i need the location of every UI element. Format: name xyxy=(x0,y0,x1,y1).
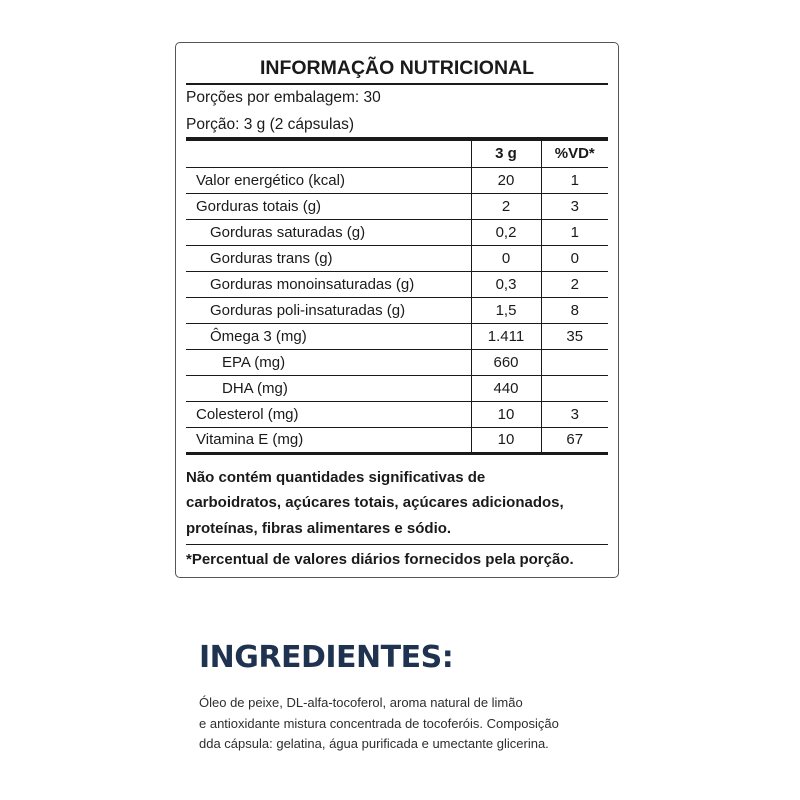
nutrient-amount: 1,5 xyxy=(471,297,541,323)
nutrient-amount: 20 xyxy=(471,167,541,193)
ingredients-line: e antioxidante mistura concentrada de tocoferóis. Composição xyxy=(199,715,559,731)
header-amount: 3 g xyxy=(471,141,541,167)
nutrient-dv: 3 xyxy=(541,193,608,219)
note-line: proteínas, fibras alimentares e sódio. xyxy=(186,519,452,537)
nutrient-name: Colesterol (mg) xyxy=(186,401,471,427)
dv-footnote: *Percentual de valores diários fornecidos pela porção. xyxy=(186,550,574,568)
nutrient-dv: 1 xyxy=(541,219,608,245)
ingredients-text xyxy=(199,693,619,755)
table-row xyxy=(186,167,608,193)
nutrient-amount: 0 xyxy=(471,245,541,271)
nutrient-amount: 10 xyxy=(471,427,541,453)
ingredients-line: dda cápsula: gelatina, água purificada e umectante glicerina. xyxy=(199,736,549,751)
header-nutrient xyxy=(186,141,471,167)
nutrient-name: Gorduras saturadas (g) xyxy=(186,219,471,245)
table-header-row xyxy=(186,141,608,167)
nutrition-facts-panel xyxy=(175,42,619,578)
nutrient-dv: 35 xyxy=(541,323,608,349)
table-row xyxy=(186,375,608,401)
nutrient-amount: 0,2 xyxy=(471,219,541,245)
nutrient-amount: 440 xyxy=(471,375,541,401)
nutrient-amount: 1.411 xyxy=(471,323,541,349)
note-line: Não contém quantidades significativas de xyxy=(186,468,486,486)
nutrient-dv: 1 xyxy=(541,167,608,193)
nutrient-amount: 2 xyxy=(471,193,541,219)
nutrient-dv xyxy=(541,349,608,375)
nutrient-amount: 10 xyxy=(471,401,541,427)
nutrient-dv: 2 xyxy=(541,271,608,297)
nutrient-name: EPA (mg) xyxy=(186,349,471,375)
note-line: carboidratos, açúcares totais, açúcares adicionados, xyxy=(186,494,564,511)
nutrient-dv xyxy=(541,375,608,401)
nutrient-dv: 67 xyxy=(541,427,608,453)
nutrient-name: DHA (mg) xyxy=(186,375,471,401)
table-row xyxy=(186,271,608,297)
nutrient-name: Ômega 3 (mg) xyxy=(186,323,471,349)
table-row xyxy=(186,193,608,219)
header-dv: %VD* xyxy=(541,141,608,167)
nutrition-note xyxy=(186,455,608,545)
nutrient-dv: 3 xyxy=(541,401,608,427)
nutrient-name: Gorduras poli-insaturadas (g) xyxy=(186,297,471,323)
table-row xyxy=(186,427,608,453)
nutrition-table xyxy=(186,141,608,455)
servings-per-package: Porções por embalagem: 30 xyxy=(186,89,381,106)
nutrient-dv: 8 xyxy=(541,297,608,323)
table-row xyxy=(186,349,608,375)
nutrient-amount: 660 xyxy=(471,349,541,375)
table-row xyxy=(186,401,608,427)
ingredients-title: INGREDIENTES: xyxy=(199,640,454,675)
table-row xyxy=(186,245,608,271)
nutrient-name: Gorduras totais (g) xyxy=(186,193,471,219)
nutrient-name: Valor energético (kcal) xyxy=(186,167,471,193)
nutrition-title: INFORMAÇÃO NUTRICIONAL xyxy=(186,43,608,85)
serving-size: Porção: 3 g (2 cápsulas) xyxy=(186,112,608,141)
nutrient-name: Vitamina E (mg) xyxy=(186,427,471,453)
nutrient-amount: 0,3 xyxy=(471,271,541,297)
nutrition-table-body xyxy=(186,167,608,453)
nutrient-name: Gorduras monoinsaturadas (g) xyxy=(186,271,471,297)
table-row xyxy=(186,219,608,245)
table-row xyxy=(186,297,608,323)
table-row xyxy=(186,323,608,349)
ingredients-line: Óleo de peixe, DL-alfa-tocoferol, aroma natural de limão xyxy=(199,695,523,710)
nutrient-name: Gorduras trans (g) xyxy=(186,245,471,271)
nutrient-dv: 0 xyxy=(541,245,608,271)
